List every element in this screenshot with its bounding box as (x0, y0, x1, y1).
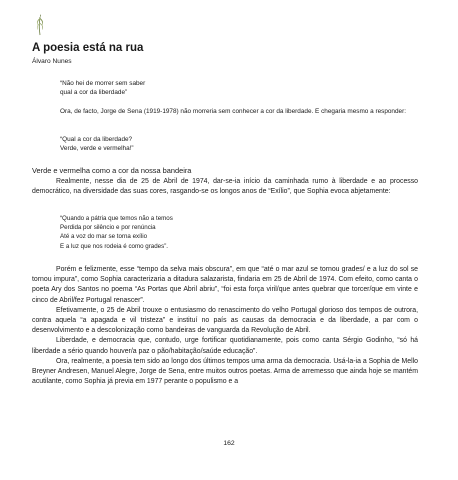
quote-line: qual a cor da liberdade” (60, 88, 128, 96)
section-heading: Verde e vermelha como a cor da nossa bandeira (32, 166, 192, 175)
body-paragraph: Porém e felizmente, esse “tempo da selva mais obscura”, em que “até o mar azul se tornou grades/ e a luz do sol se tornou impura”, como Sophia caracterizaria a ditadura salazarista, findaria em 25 de Abril de 1974. Com efeito, como canta o poeta Ary dos Santos no poema “As Portas que Abril abriu”, “foi esta força viril/que antes quebrar que torcer/que em vinte e cinco de Abril/fez Portugal renascer”. (32, 266, 418, 304)
article-title: A poesia está na rua (32, 42, 144, 54)
page-number: 162 (223, 440, 235, 447)
poem-line: Até a voz do mar se torna exílio (60, 233, 148, 241)
poem-line: “Quando a pátria que temos não a temos (60, 215, 173, 222)
poem-excerpt (60, 214, 173, 251)
body-block-1 (32, 177, 418, 197)
article-author: Álvaro Nunes (32, 58, 72, 65)
poem-line: Perdida por silêncio e por renúncia (60, 224, 156, 232)
quote-line: “Não hei de morrer sem saber (60, 80, 146, 87)
opening-quote (60, 80, 145, 98)
body-paragraph: Liberdade, e democracia que, contudo, urge fortificar quotidianamente, pois como canta Sérgio Godinho, “só há liberdade a sério quando houver/a paz o pão/habitação/saúde educação”. (32, 337, 418, 355)
body-paragraph: Ora, realmente, a poesia tem sido ao longo dos últimos tempos uma arma da democracia. Usá-la-ia a Sophia de Mello Breyner Andresen, Manuel Alegre, Jorge de Sena, entre muitos outros poetas. Arma de arremesso que ainda hoje se mantém acutilante, como Sophia já previa em 1977 perante o populismo e a (32, 357, 418, 386)
body-paragraph: Efetivamente, o 25 de Abril trouxe o entusiasmo do renascimento do velho Portugal glorioso dos tempos de outrora, contra aquela “a apagada e vil tristeza” e instituí no país as causas da democracia e da liberdade, a par com o desenvolvimento e a descolonização como bandeiras de vanguarda da Revolução de Abril. (32, 306, 418, 335)
body-block-2 (32, 265, 418, 387)
second-quote (60, 136, 134, 154)
quote-line: “Qual a cor da liberdade? (60, 136, 133, 143)
poem-line: E a luz que nos rodeia é como grades”. (60, 242, 169, 250)
intro-paragraph: Ora, de facto, Jorge de Sena (1919-1978) não morreria sem conhecer a cor da liberdade. E chegaria mesmo a responder: (60, 108, 406, 115)
body-paragraph: Realmente, nesse dia de 25 de Abril de 1974, dar-se-ia início da caminhada rumo à liberdade e ao processo democrático, na diversidade das suas cores, rasgando-se os longos anos de “Exílio”, que Sophia evoca abjetamente: (32, 178, 418, 196)
quill-icon (34, 14, 46, 36)
quote-line: Verde, verde e vermelha!” (60, 144, 134, 152)
